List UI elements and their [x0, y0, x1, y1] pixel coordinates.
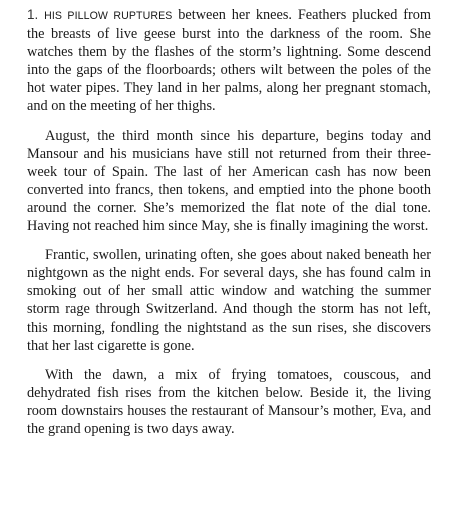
chapter-number: 1. — [27, 7, 39, 22]
paragraph: August, the third month since his departure, begins today and Mansour and his musicians have still not returned from their three-week tour of Spain. The last of her American cash has now been converted into francs, then tokens, and emptied into the phone booth around the corner. She’s memorized the flat note of the dial tone. Having not reached him since May, she is finally imagining the worst. — [27, 127, 431, 235]
opening-paragraph — [27, 6, 431, 116]
paragraph: With the dawn, a mix of frying tomatoes, couscous, and dehydrated fish rises from the kitchen below. Beside it, the living room downstairs houses the restaurant of Mansour’s mother, Eva, and the grand opening is two days away. — [27, 366, 431, 437]
paragraph: Frantic, swollen, urinating often, she goes about naked beneath her nightgown as the night ends. For several days, she has found calm in smoking out of her small attic window and watching the summer storm rage through Switzerland. And though the storm has not left, this morning, fondling the nightstand as the sun rises, she discovers that her last cigarette is gone. — [27, 247, 431, 354]
chapter-lead-in: HIS PILLOW RUPTURES — [44, 10, 173, 22]
paragraph-text: between her knees. Feathers plucked from the breasts of live geese burst into the darkness of the room. She watches them by the flashes of the storm’s lightning. Some descend into the gaps of the floorboards; others wilt between the poles of the hot water pipes. They land in her palms, along her pregnant stomach, and on the meeting of her thighs. — [27, 7, 431, 115]
